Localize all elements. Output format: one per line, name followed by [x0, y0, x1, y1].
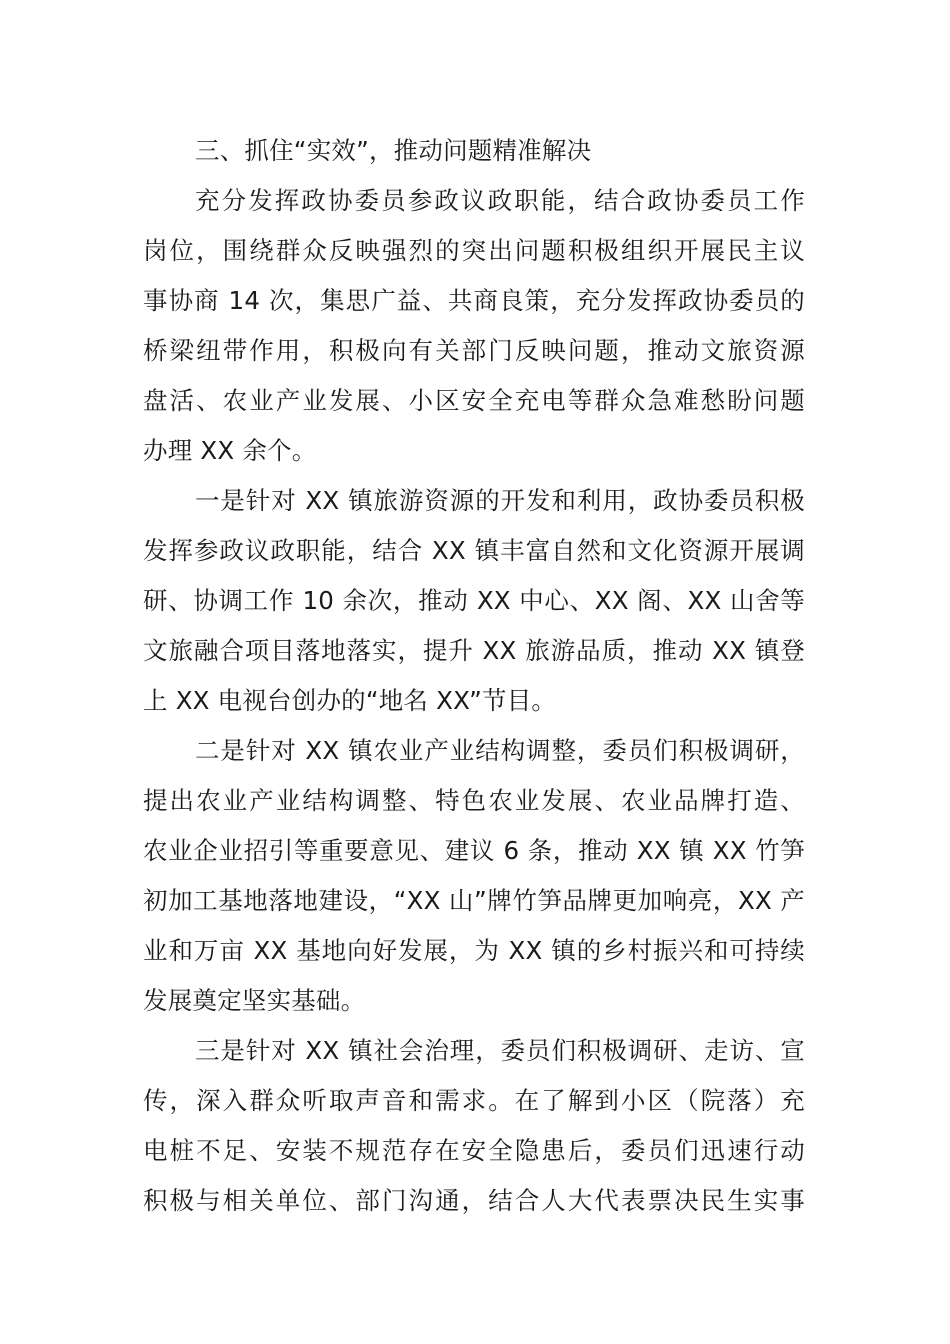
document-body	[143, 126, 805, 1226]
paragraph-3-line-1: 二是针对 XX 镇农业产业结构调整，委员们积极调研，	[195, 736, 805, 765]
paragraph-2-line-1: 一是针对 XX 镇旅游资源的开发和利用，政协委员积极	[195, 486, 805, 515]
paragraph-4-line-1: 三是针对 XX 镇社会治理，委员们积极调研、走访、宣	[195, 1036, 805, 1065]
paragraph-1-line-4: 桥梁纽带作用，积极向有关部门反映问题，推动文旅资源	[143, 336, 805, 365]
paragraph-3-line-4: 初加工基地落地建设，“XX 山”牌竹笋品牌更加响亮，XX 产	[143, 886, 805, 915]
paragraph-3-line-6: 发展奠定坚实基础。	[143, 986, 366, 1015]
paragraph-1-line-1: 充分发挥政协委员参政议政职能，结合政协委员工作	[195, 186, 805, 215]
paragraph-3-line-2: 提出农业产业结构调整、特色农业发展、农业品牌打造、	[143, 786, 805, 815]
paragraph-2-line-2: 发挥参政议政职能，结合 XX 镇丰富自然和文化资源开展调	[143, 536, 805, 565]
paragraph-4-line-4: 积极与相关单位、部门沟通，结合人大代表票决民生实事	[143, 1186, 805, 1215]
paragraph-2-line-5: 上 XX 电视台创办的“地名 XX”节目。	[143, 686, 557, 715]
paragraph-3-line-5: 业和万亩 XX 基地向好发展，为 XX 镇的乡村振兴和可持续	[143, 936, 805, 965]
paragraph-1-line-2: 岗位，围绕群众反映强烈的突出问题积极组织开展民主议	[143, 236, 805, 265]
paragraph-3-line-3: 农业企业招引等重要意见、建议 6 条，推动 XX 镇 XX 竹笋	[143, 836, 805, 865]
section-heading: 三、抓住“实效”，推动问题精准解决	[195, 136, 592, 165]
paragraph-1-line-3: 事协商 14 次，集思广益、共商良策，充分发挥政协委员的	[143, 286, 805, 315]
paragraph-4-line-3: 电桩不足、安装不规范存在安全隐患后，委员们迅速行动	[143, 1136, 805, 1165]
paragraph-1-line-5: 盘活、农业产业发展、小区安全充电等群众急难愁盼问题	[143, 386, 805, 415]
paragraph-4-line-2: 传，深入群众听取声音和需求。在了解到小区（院落）充	[143, 1086, 805, 1115]
paragraph-1-line-6: 办理 XX 余个。	[143, 436, 317, 465]
paragraph-2-line-3: 研、协调工作 10 余次，推动 XX 中心、XX 阁、XX 山舍等	[143, 586, 805, 615]
paragraph-2-line-4: 文旅融合项目落地落实，提升 XX 旅游品质，推动 XX 镇登	[143, 636, 805, 665]
